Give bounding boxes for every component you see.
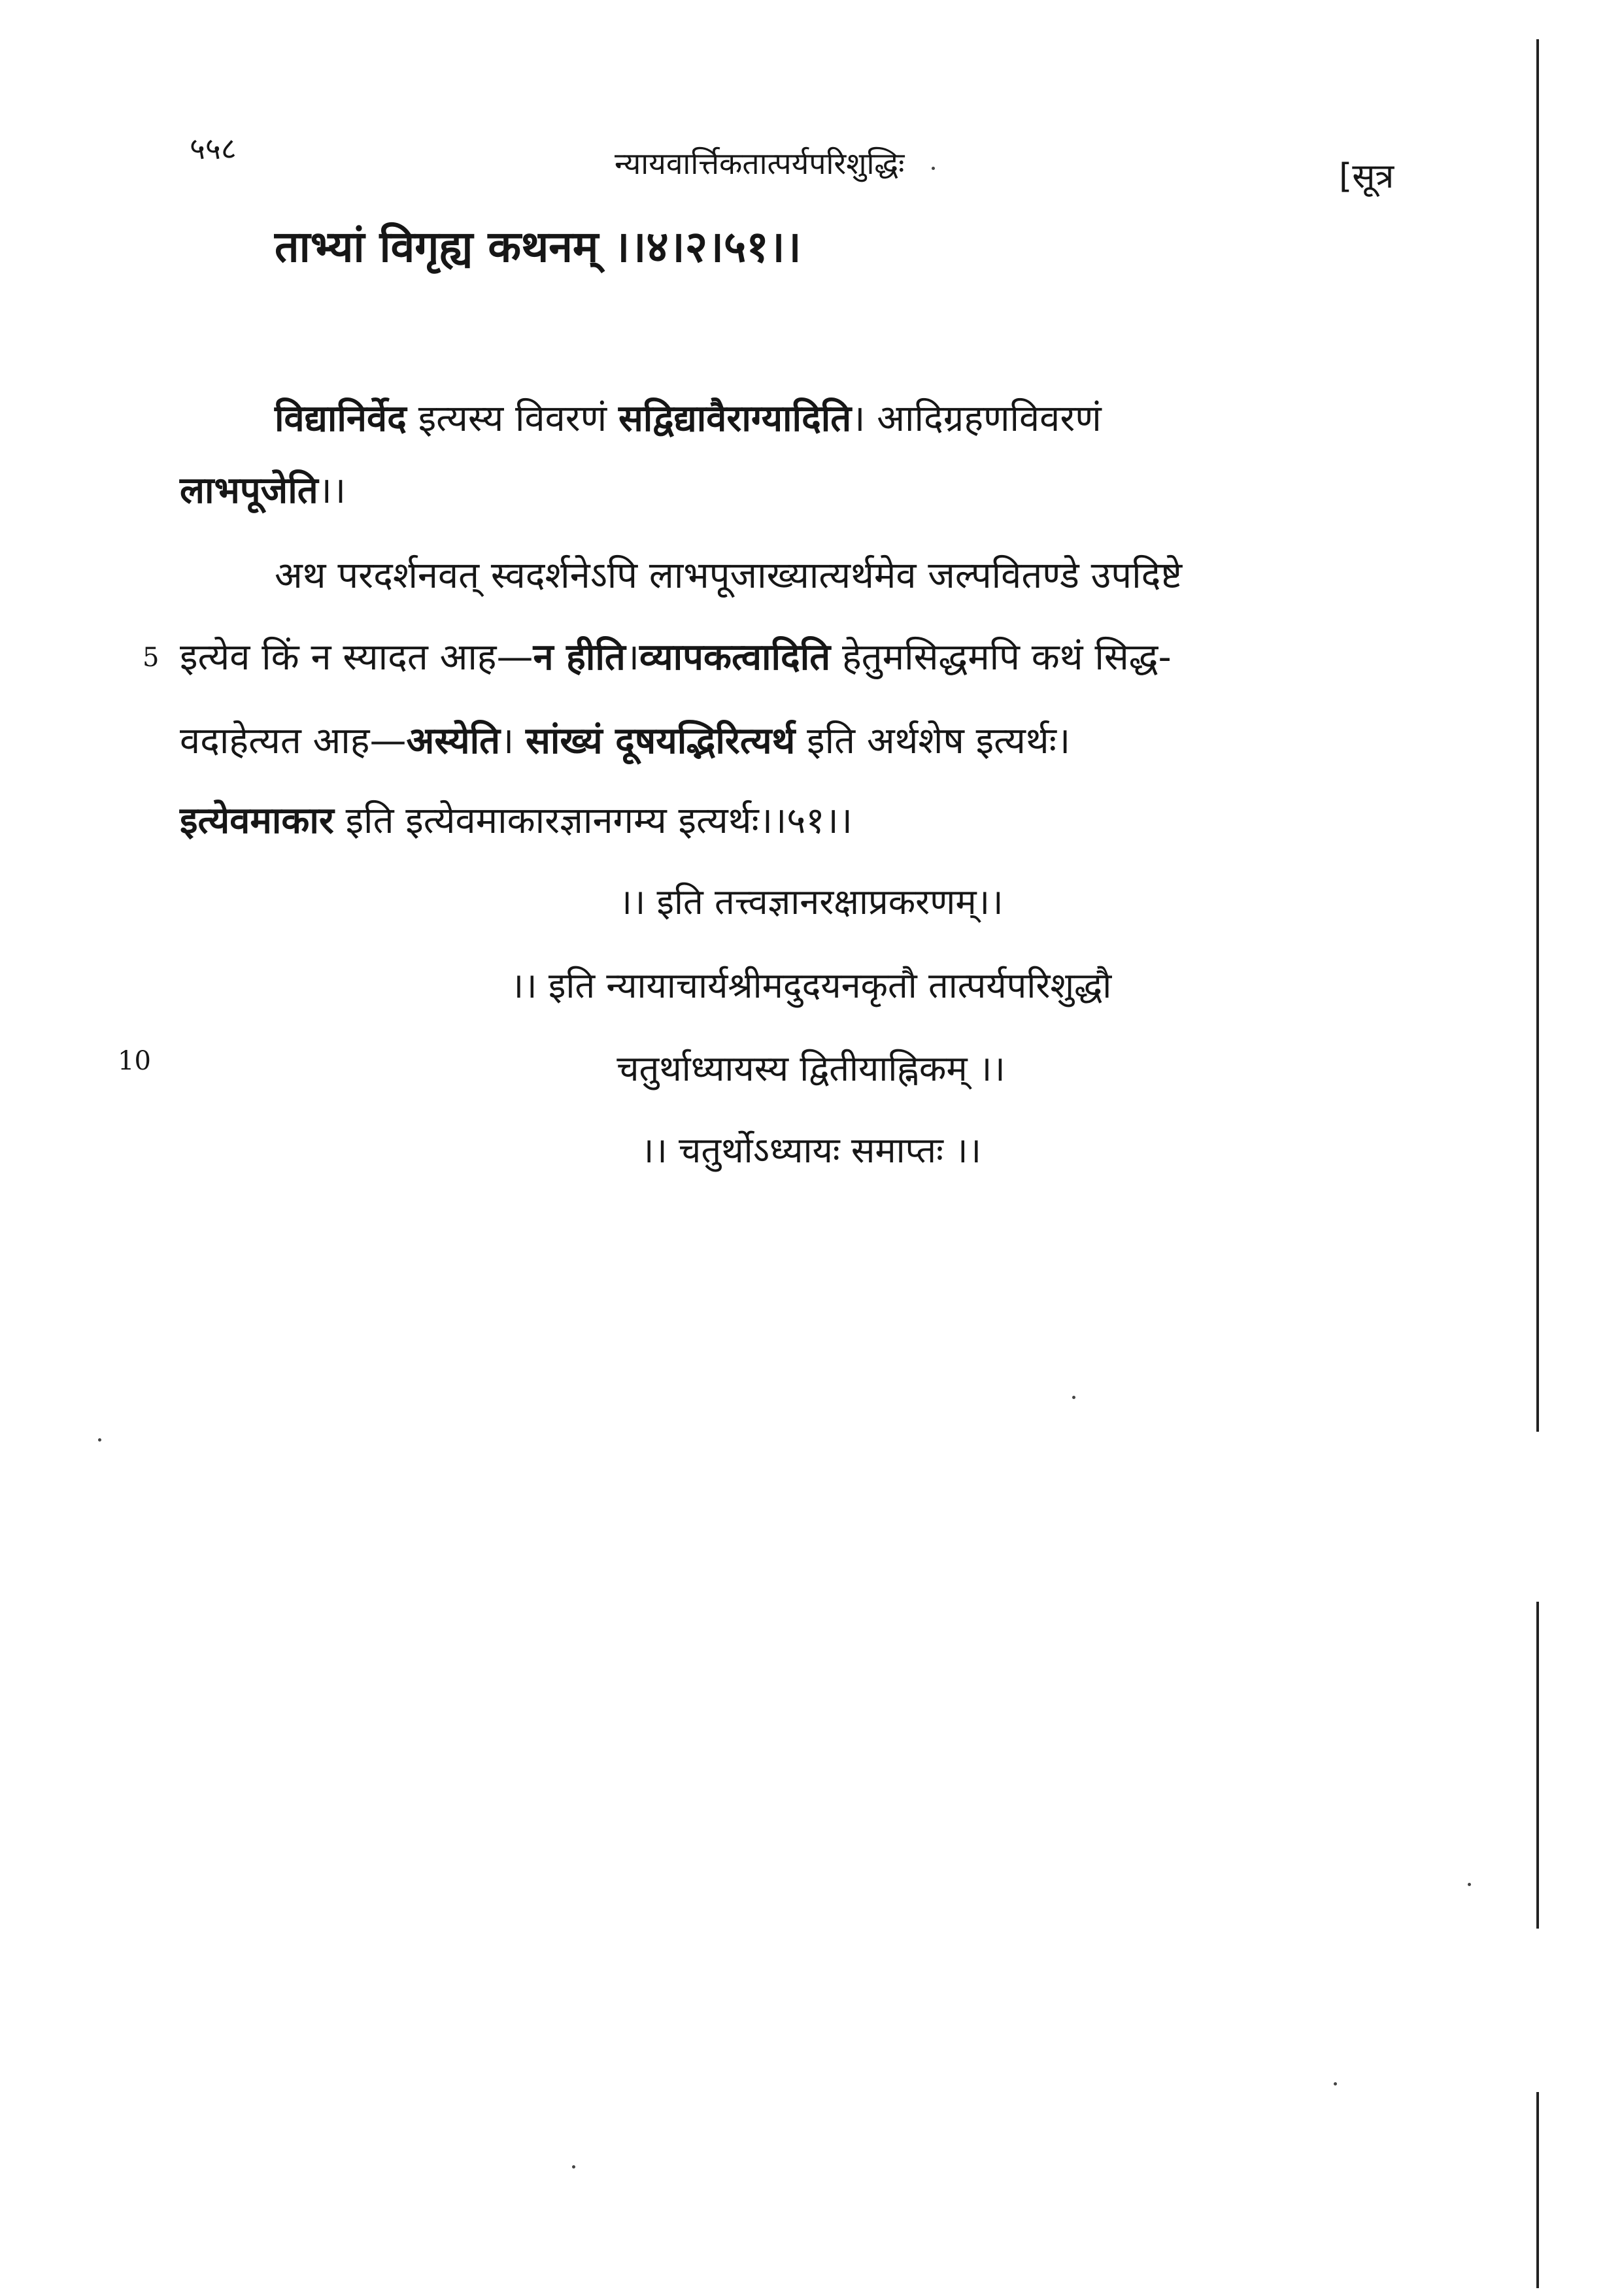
commentary-line-2 <box>180 464 346 514</box>
scan-edge-lower <box>1536 2092 1539 2288</box>
bold-term: इत्येवमाकार <box>180 800 334 842</box>
page-number: ५५८ <box>190 131 237 166</box>
line-number-10: 10 <box>118 1046 151 1076</box>
text-run: इति अर्थशेष इत्यर्थः। <box>795 720 1071 762</box>
scan-speck <box>1334 2082 1337 2085</box>
section-label: [सूत्र <box>1339 157 1394 196</box>
bold-term: विद्यानिर्वेद <box>275 397 407 440</box>
sutra-heading: ताभ्यां विगृह्य कथनम् ।।४।२।५१।। <box>275 222 802 272</box>
scan-speck <box>932 167 935 170</box>
bold-term: न हीति <box>533 636 626 679</box>
text-run: इति इत्येवमाकारज्ञानगम्य इत्यर्थः।।५१।। <box>333 800 853 842</box>
bold-term: सद्विद्यावैराग्यादिति <box>618 397 852 440</box>
bold-term: अस्येति <box>406 720 501 762</box>
text-run: । <box>625 636 640 679</box>
scan-edge-upper <box>1536 39 1539 1432</box>
colophon-line-1: ।। इति तत्त्वज्ञानरक्षाप्रकरणम्।। <box>618 881 1004 922</box>
text-run: इत्येव किं न स्यादत आह— <box>180 636 533 679</box>
bold-term: लाभपूजेति <box>180 469 318 512</box>
text-run: ।। <box>318 469 346 512</box>
scan-speck <box>572 2165 575 2169</box>
line-number-5: 5 <box>143 643 160 673</box>
text-run: हेतुमसिद्धमपि कथं सिद्ध- <box>830 636 1172 679</box>
text-run: । आदिग्रहणविवरणं <box>851 397 1102 440</box>
commentary-line-6 <box>180 794 853 844</box>
text-run: इत्यस्य विवरणं <box>406 397 618 440</box>
scan-edge-middle <box>1536 1602 1539 1929</box>
bold-term: व्यापकत्वादिति <box>639 636 831 679</box>
colophon-line-4: ।। चतुर्थोऽध्यायः समाप्तः ।। <box>640 1130 982 1171</box>
commentary-line-3: अथ परदर्शनवत् स्वदर्शनेऽपि लाभपूजाख्यात्यर्थमेव जल्पवितण्डे उपदिष्टे <box>275 554 1183 597</box>
text-run: । <box>500 720 526 762</box>
running-title: न्यायवार्त्तिकतात्पर्यपरिशुद्धिः <box>615 146 905 181</box>
scan-speck <box>1072 1396 1075 1399</box>
bold-term: सांख्यं दूषयद्भिरित्यर्थ <box>526 720 796 762</box>
colophon-line-3: चतुर्थाध्यायस्य द्वितीयाह्निकम् ।। <box>617 1048 1005 1089</box>
commentary-line-4 <box>180 631 1172 681</box>
text-run: वदाहेत्यत आह— <box>180 720 407 762</box>
scan-speck <box>98 1438 101 1442</box>
scan-speck <box>1468 1883 1471 1886</box>
commentary-line-1 <box>275 392 1102 442</box>
commentary-line-5 <box>180 715 1070 764</box>
colophon-line-2: ।। इति न्यायाचार्यश्रीमदुदयनकृतौ तात्पर्यपरिशुद्धौ <box>510 965 1112 1006</box>
